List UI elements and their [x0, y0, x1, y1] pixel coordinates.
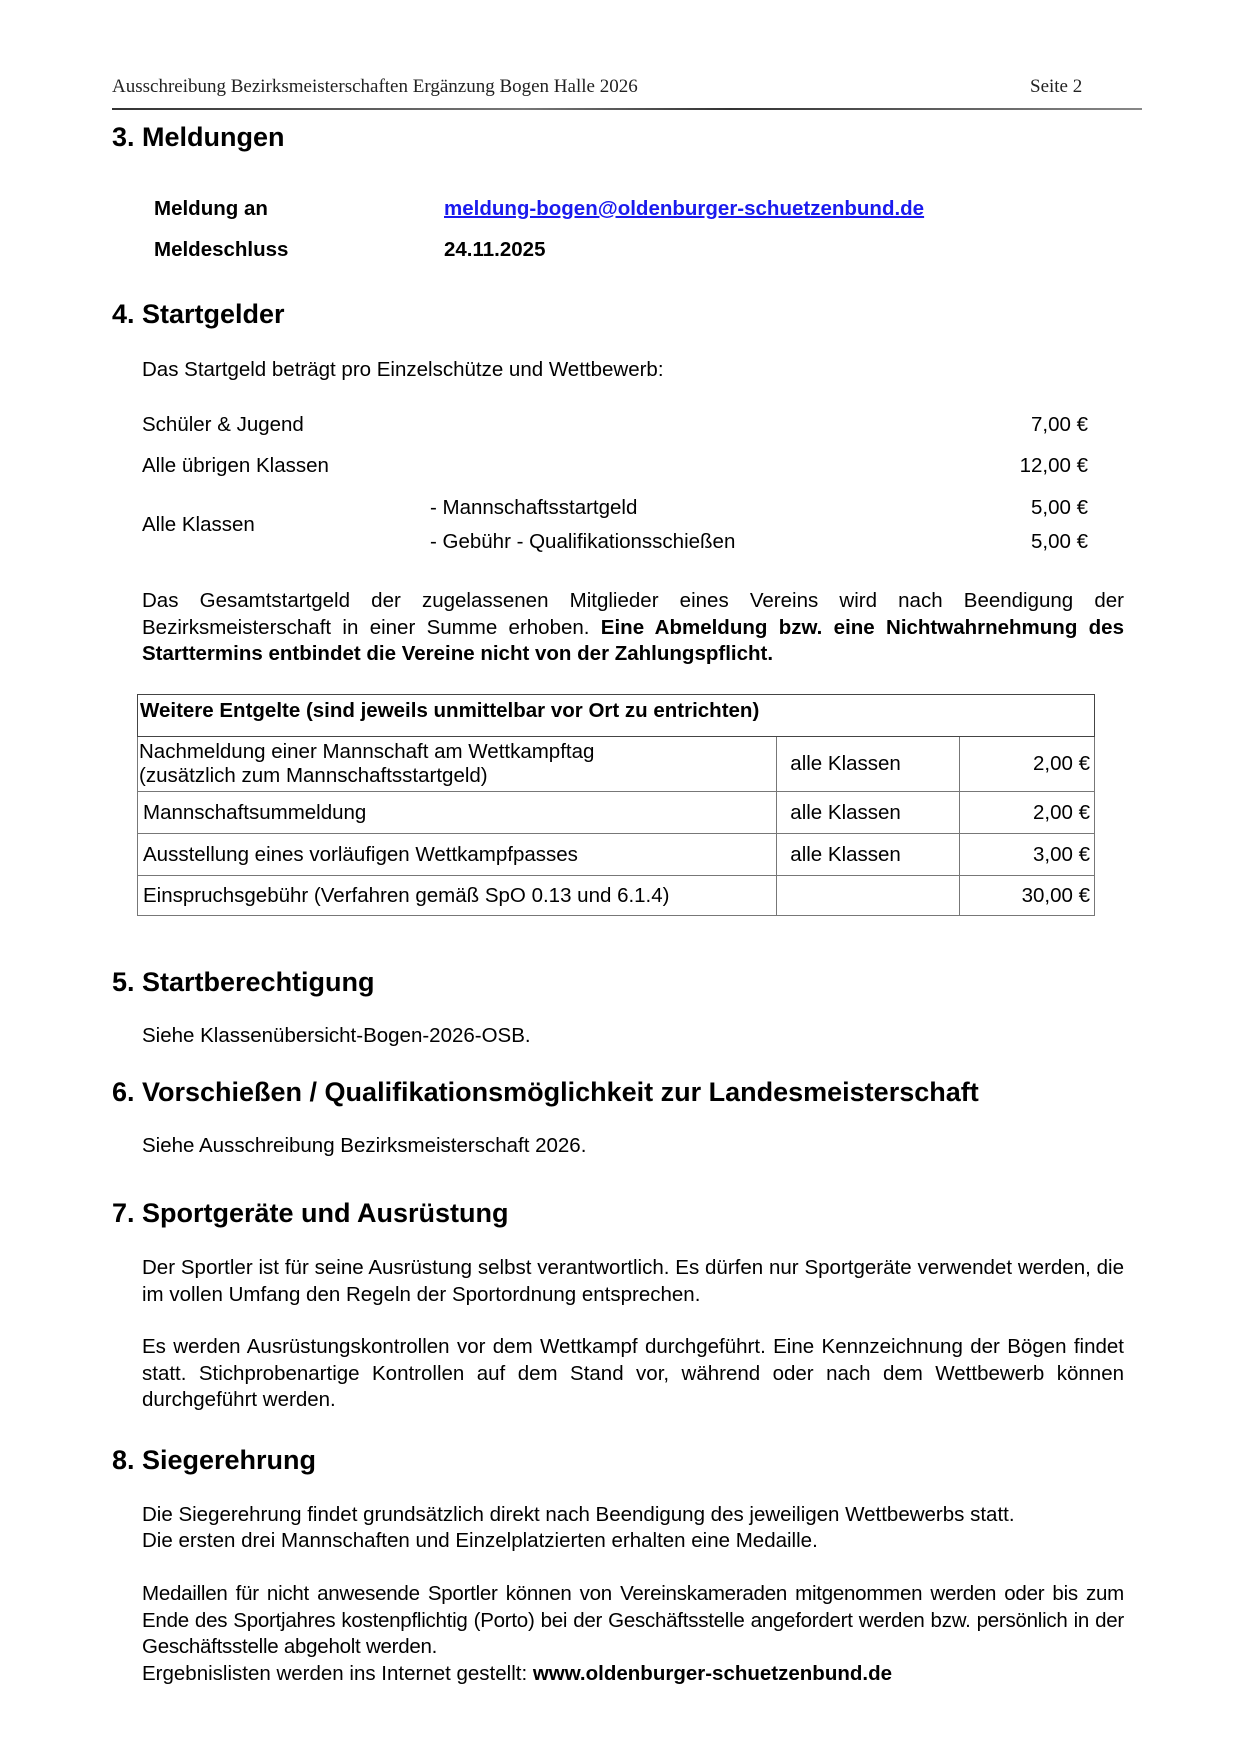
section-heading-startgelder — [112, 299, 285, 330]
fee-amount: 30,00 € — [960, 876, 1095, 916]
note-bold-text: Eine Abmeldung bzw. eine Nichtwahrnehmung des Starttermins entbindet die Vereine nicht von der Zahlungspflicht. — [142, 615, 1124, 665]
fee-classes: alle Klassen — [777, 737, 960, 792]
note-text: Das Gesamtstartgeld der zugelassenen Mitglieder eines Vereins wird nach Beendigung der Bezirksmeisterschaft in einer Summe erhoben. — [142, 589, 1124, 639]
fee-amount-mannschaft: 5,00 € — [1031, 496, 1088, 519]
siegerehrung-line-1: Die Siegerehrung findet grundsätzlich direkt nach Beendigung des jeweiligen Wettbewerbs statt. — [142, 1503, 1015, 1526]
section-number: 8. — [112, 1445, 135, 1475]
fee-amount-uebrige: 12,00 € — [1019, 454, 1088, 477]
fee-description: Mannschaftsummeldung — [138, 792, 777, 834]
fee-amount: 2,00 € — [960, 737, 1095, 792]
deadline-value: 24.11.2025 — [444, 238, 546, 261]
fee-amount-schueler: 7,00 € — [1031, 413, 1088, 436]
fee-label-schueler: Schüler & Jugend — [142, 413, 304, 436]
section-number: 6. — [112, 1077, 135, 1107]
section-heading-siegerehrung — [112, 1445, 316, 1476]
startgeld-intro: Das Startgeld beträgt pro Einzelschütze und Wettbewerb: — [142, 358, 664, 381]
table-header-row — [138, 695, 1095, 737]
sportgeraete-paragraph-2: Es werden Ausrüstungskontrollen vor dem Wettkampf durchgeführt. Eine Kennzeichnung der Bögen findet statt. Stichprobenartige Kontrollen auf dem Stand vor, während oder nach dem Wettbewerb können durchgeführt werden. — [142, 1335, 1124, 1411]
fee-classes: alle Klassen — [777, 792, 960, 834]
section-title: Vorschießen / Qualifikationsmöglichkeit zur Landesmeisterschaft — [142, 1077, 979, 1107]
table-row — [138, 792, 1095, 834]
section-number: 5. — [112, 967, 135, 997]
email-link[interactable]: meldung-bogen@oldenburger-schuetzenbund.de — [444, 197, 925, 220]
section-number: 3. — [112, 122, 135, 152]
section-title: Startgelder — [142, 299, 285, 329]
header-divider — [112, 108, 1142, 110]
label-meldeschluss: Meldeschluss — [154, 238, 289, 261]
results-prefix: Ergebnislisten werden ins Internet gestellt: — [142, 1662, 533, 1685]
section-number: 7. — [112, 1198, 135, 1228]
siegerehrung-line-2: Die ersten drei Mannschaften und Einzelplatzierten erhalten eine Medaille. — [142, 1529, 818, 1552]
section-number: 4. — [112, 299, 135, 329]
section-heading-meldungen — [112, 122, 285, 153]
fee-label-uebrige: Alle übrigen Klassen — [142, 454, 329, 477]
table-row — [138, 834, 1095, 876]
fee-description: Ausstellung eines vorläufigen Wettkampfpasses — [138, 834, 777, 876]
section-title: Siegerehrung — [142, 1445, 317, 1475]
section-title: Meldungen — [142, 122, 285, 152]
fee-sub-mannschaft: - Mannschaftsstartgeld — [430, 496, 638, 519]
results-website-link[interactable]: www.oldenburger-schuetzenbund.de — [532, 1662, 892, 1685]
vorschiessen-text: Siehe Ausschreibung Bezirksmeisterschaft 2026. — [142, 1134, 587, 1157]
fee-classes: alle Klassen — [777, 834, 960, 876]
section-title: Sportgeräte und Ausrüstung — [142, 1198, 509, 1228]
section-heading-vorschiessen — [112, 1077, 979, 1108]
additional-fees-table — [137, 694, 1095, 916]
fee-classes — [777, 876, 960, 916]
fee-amount-qualifikation: 5,00 € — [1031, 530, 1088, 553]
fee-amount: 3,00 € — [960, 834, 1095, 876]
fee-description-line: (zusätzlich zum Mannschaftsstartgeld) — [139, 764, 488, 787]
table-row — [138, 737, 1095, 792]
section-heading-sportgeraete — [112, 1198, 509, 1229]
fee-description-line: Nachmeldung einer Mannschaft am Wettkampftag — [139, 740, 595, 763]
siegerehrung-paragraph-2: Medaillen für nicht anwesende Sportler können von Vereinskameraden mitgenommen werden oder bis zum Ende des Sportjahres kostenpflichtig (Porto) bei der Geschäftsstelle angefordert werden bzw. persönlich in der Geschäftsstelle abgeholt werden. — [142, 1582, 1124, 1658]
fee-amount: 2,00 € — [960, 792, 1095, 834]
fee-description: Einspruchsgebühr (Verfahren gemäß SpO 0.13 und 6.1.4) — [138, 876, 777, 916]
label-meldung-an: Meldung an — [154, 197, 268, 220]
table-header: Weitere Entgelte (sind jeweils unmittelbar vor Ort zu entrichten) — [138, 695, 1095, 737]
startberechtigung-text: Siehe Klassenübersicht-Bogen-2026-OSB. — [142, 1024, 531, 1047]
page-number: Seite 2 — [1030, 76, 1083, 97]
results-line — [142, 1661, 892, 1688]
table-row — [138, 876, 1095, 916]
fee-description — [138, 737, 777, 792]
fee-sub-qualifikation: - Gebühr - Qualifikationsschießen — [430, 530, 736, 553]
section-title: Startberechtigung — [142, 967, 375, 997]
sportgeraete-paragraph-1: Der Sportler ist für seine Ausrüstung selbst verantwortlich. Es dürfen nur Sportgeräte verwendet werden, die im vollen Umfang den Regeln der Sportordnung entsprechen. — [142, 1256, 1124, 1306]
section-heading-startberechtigung — [112, 967, 375, 998]
fee-label-alle-klassen: Alle Klassen — [142, 513, 255, 536]
document-header-title: Ausschreibung Bezirksmeisterschaften Ergänzung Bogen Halle 2026 — [112, 76, 638, 97]
startgeld-note — [142, 588, 1124, 668]
